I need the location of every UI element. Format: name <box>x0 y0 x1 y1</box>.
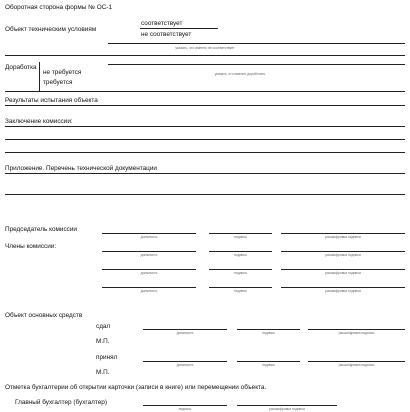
option-underline <box>140 28 218 29</box>
position-caption: должность <box>140 253 158 257</box>
revision-caption: указать, что именно доработать <box>214 72 266 76</box>
signature-caption: подпись <box>178 407 192 411</box>
tech-conditions-line <box>108 43 405 44</box>
stamp-place-label: М.П. <box>96 369 110 376</box>
members-label: Члены комиссии: <box>5 243 57 250</box>
revision-label: Доработка <box>5 64 37 71</box>
conclusion-line-3 <box>5 152 405 153</box>
test-results-label: Результаты испытания объекта <box>5 97 98 104</box>
appendix-line-2 <box>5 194 405 195</box>
revision-option-not-required: не требуется <box>43 69 82 76</box>
decoding-caption: расшифровка подписи <box>325 271 361 275</box>
commission-conclusion-label: Заключение комиссии: <box>5 118 73 125</box>
member-2-signature-line <box>209 269 272 270</box>
position-caption: должность <box>140 235 158 239</box>
handed-over-signature-line <box>237 329 300 330</box>
decoding-caption: расшифровка подписи <box>338 331 375 335</box>
position-caption: должность <box>140 289 158 293</box>
position-caption: должность <box>140 271 158 275</box>
appendix-label: Приложение. Перечень технической документации <box>5 165 157 172</box>
signature-caption: подпись <box>262 331 275 335</box>
accepted-position-line <box>143 361 227 362</box>
member-1-position-line <box>102 251 196 252</box>
member-3-signature-line <box>209 287 272 288</box>
handed-over-label: сдал <box>96 323 111 330</box>
chairman-position-line <box>102 233 196 234</box>
accepted-label: принял <box>96 354 118 361</box>
member-2-decoding-line <box>281 269 405 270</box>
tech-conditions-caption: указать, что именно не соответствует <box>175 46 235 50</box>
conclusion-line-1 <box>5 126 405 127</box>
signature-caption: подпись <box>234 271 247 275</box>
chairman-signature-line <box>209 233 272 234</box>
chairman-decoding-line <box>281 233 405 234</box>
position-caption: должность <box>176 331 194 335</box>
decoding-caption: расшифровка подписи <box>325 235 361 239</box>
decoding-caption: расшифровка подписи <box>269 407 305 411</box>
chief-accountant-decoding-line <box>237 405 337 406</box>
signature-caption: подпись <box>234 253 247 257</box>
signature-caption: подпись <box>234 235 247 239</box>
tech-conditions-line-2 <box>5 55 405 56</box>
chief-accountant-label: Главный бухгалтер (бухгалтер) <box>15 399 107 406</box>
test-results-line <box>5 105 405 106</box>
accepted-signature-line <box>237 361 300 362</box>
member-1-decoding-line <box>281 251 405 252</box>
revision-option-required: требуется <box>43 79 73 86</box>
chief-accountant-signature-line <box>143 405 227 406</box>
appendix-line-1 <box>5 173 405 174</box>
tech-conditions-option-complies: соответствует <box>141 20 183 27</box>
handed-over-decoding-line <box>308 329 405 330</box>
member-3-position-line <box>102 287 196 288</box>
handed-over-position-line <box>143 329 227 330</box>
chairman-label: Председатель комиссии <box>5 226 77 233</box>
revision-line <box>108 64 405 65</box>
stamp-place-label: М.П. <box>96 338 110 345</box>
asset-label: Объект основных средств <box>5 312 83 319</box>
member-2-position-line <box>102 269 196 270</box>
accounting-note-label: Отметка бухгалтерии об открытии карточки (записи в книге) или перемещении объекта. <box>5 384 267 391</box>
member-1-signature-line <box>209 251 272 252</box>
tech-conditions-option-not-complies: не соответствует <box>141 31 192 38</box>
decoding-caption: расшифровка подписи <box>338 363 375 367</box>
tech-conditions-label: Объект техническим условиям <box>5 26 97 33</box>
form-title: Оборотная сторона формы № ОС-1 <box>5 4 112 11</box>
conclusion-line-2 <box>5 139 405 140</box>
signature-caption: подпись <box>234 289 247 293</box>
revision-divider <box>39 62 40 92</box>
position-caption: должность <box>176 363 194 367</box>
member-3-decoding-line <box>281 287 405 288</box>
accepted-decoding-line <box>308 361 405 362</box>
signature-caption: подпись <box>262 363 275 367</box>
revision-line-2 <box>5 91 405 92</box>
decoding-caption: расшифровка подписи <box>325 253 361 257</box>
decoding-caption: расшифровка подписи <box>325 289 361 293</box>
